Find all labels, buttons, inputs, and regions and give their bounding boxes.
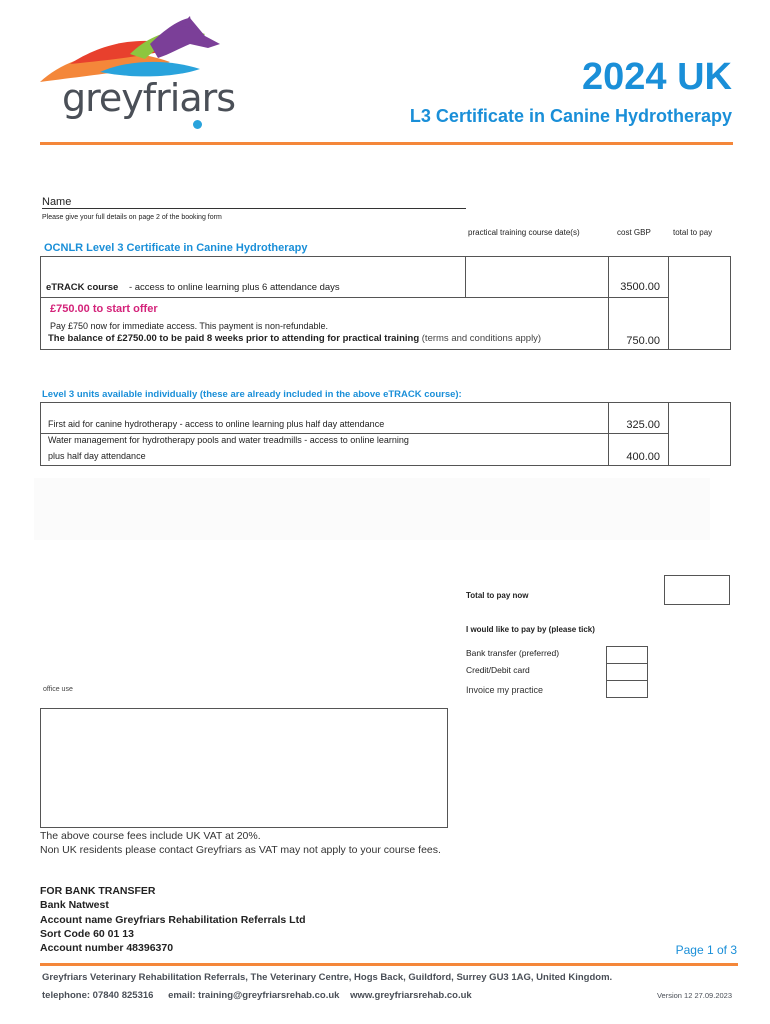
pay-option-bank: Bank transfer (preferred) [466, 648, 560, 658]
footer-divider [40, 963, 738, 966]
offer-total-cell[interactable] [670, 298, 728, 346]
header-year: 2024 UK [582, 56, 732, 98]
unit-water-desc-line1: Water management for hydrotherapy pools and water treadmills - access to online learning [48, 435, 409, 445]
etrack-description: - access to online learning plus 6 attendance days [128, 282, 340, 293]
office-use-box[interactable] [40, 708, 448, 828]
offer-line2 [48, 333, 541, 344]
pay-by-label: I would like to pay by (please tick) [466, 625, 595, 634]
footer-telephone: telephone: 07840 825316 [42, 990, 154, 1001]
offer-title: £750.00 to start offer [50, 303, 158, 315]
footer-address: Greyfriars Veterinary Rehabilitation Referrals, The Veterinary Centre, Hogs Back, Guildford, Surrey GU3 1AG, United Kingdom. [42, 972, 613, 983]
details-note: Please give your full details on page 2 of the booking form [42, 214, 222, 221]
pay-option-card: Credit/Debit card [466, 665, 530, 675]
etrack-total-cell[interactable] [670, 258, 728, 294]
bank-title: FOR BANK TRANSFER [40, 885, 156, 897]
unit-water-total-cell[interactable] [670, 434, 728, 462]
bank-details [40, 884, 305, 955]
unit-first-aid-cost: 325.00 [626, 419, 660, 431]
units-col-divider-total [668, 403, 669, 465]
units-heading: Level 3 units available individually (these are already included in the above eTRACK course): [42, 389, 462, 400]
name-label: Name [42, 196, 72, 208]
col-header-dates: practical training course date(s) [468, 228, 580, 237]
col-divider-cost [608, 257, 609, 349]
etrack-cost: 3500.00 [620, 281, 660, 293]
header-divider [40, 142, 733, 145]
logo-dot-icon [193, 120, 202, 129]
bank-account-number: Account number 48396370 [40, 942, 174, 955]
col-header-cost: cost GBP [617, 228, 651, 237]
col-divider-total [668, 257, 669, 349]
total-label: Total to pay now [466, 591, 529, 600]
bank-account-name: Account name Greyfriars Rehabilitation Referrals Ltd [40, 913, 306, 926]
bank-name: Bank Natwest [40, 899, 109, 912]
header-course-title: L3 Certificate in Canine Hydrotherapy [409, 106, 732, 126]
unit-first-aid-desc: First aid for canine hydrotherapy - access to online learning plus half day attendance [48, 419, 385, 429]
etrack-row [46, 282, 340, 293]
unit-water-cost: 400.00 [626, 451, 660, 463]
units-row-divider [41, 433, 668, 434]
logo-wordmark: greyfriars [62, 76, 236, 120]
page-number: Page 1 of 3 [675, 943, 737, 957]
blank-panel [34, 478, 710, 540]
offer-cost: 750.00 [626, 335, 660, 347]
units-col-divider-cost [608, 403, 609, 465]
unit-first-aid-total-cell[interactable] [670, 404, 728, 432]
office-use-label: office use [43, 686, 73, 693]
unit-water-desc-line2: plus half day attendance [48, 451, 146, 461]
pay-option-invoice: Invoice my practice [466, 685, 544, 695]
col-header-total: total to pay [673, 228, 713, 237]
bank-transfer-checkbox[interactable] [606, 646, 648, 664]
offer-terms-text: (terms and conditions apply) [419, 333, 542, 344]
ocnlr-row-divider [41, 297, 668, 298]
etrack-label: eTRACK course [46, 282, 119, 293]
etrack-date-cell[interactable] [466, 258, 606, 294]
footer-contacts [42, 990, 472, 1001]
vat-line2: Non UK residents please contact Greyfriars as VAT may not apply to your course fees. [40, 844, 441, 856]
footer-version: Version 12 27.09.2023 [656, 991, 732, 1000]
bank-sort-code: Sort Code 60 01 13 [40, 927, 134, 940]
invoice-checkbox[interactable] [606, 680, 648, 698]
offer-balance-text: The balance of £2750.00 to be paid 8 weeks prior to attending for practical training [48, 333, 420, 344]
logo [30, 14, 260, 134]
ocnlr-heading: OCNLR Level 3 Certificate in Canine Hydrotherapy [44, 242, 308, 254]
footer-website[interactable]: www.greyfriarsrehab.co.uk [350, 990, 472, 1001]
footer-email[interactable]: email: training@greyfriarsrehab.co.uk [168, 990, 340, 1001]
offer-line1: Pay £750 now for immediate access. This payment is non-refundable. [50, 321, 328, 331]
total-to-pay-box[interactable] [664, 575, 730, 605]
vat-line1: The above course fees include UK VAT at 20%. [40, 830, 261, 842]
card-checkbox[interactable] [606, 663, 648, 681]
name-input-line[interactable] [42, 208, 466, 209]
